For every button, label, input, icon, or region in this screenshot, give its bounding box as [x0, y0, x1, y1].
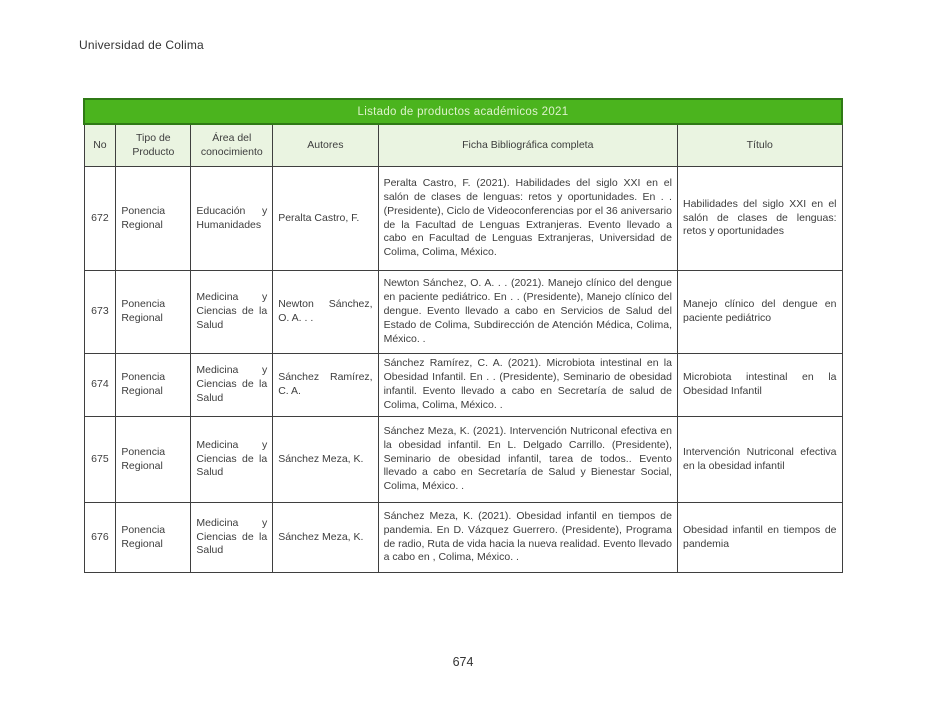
cell-area: Medicina y Ciencias de la Salud — [191, 271, 273, 354]
cell-no: 672 — [84, 167, 116, 271]
cell-autores: Sánchez Meza, K. — [273, 417, 378, 503]
cell-tipo: Ponencia Regional — [116, 271, 191, 354]
cell-ficha: Sánchez Meza, K. (2021). Obesidad infantil en tiempos de pandemia. En D. Vázquez Guerrero. (Presidente), Programa de radio, Ruta de vida hacia la nueva realidad. Evento llevado a cabo en , Colima, México. . — [378, 503, 677, 573]
cell-area: Medicina y Ciencias de la Salud — [191, 354, 273, 417]
table-row — [84, 417, 842, 503]
column-header-tipo: Tipo de Producto — [116, 124, 191, 167]
cell-ficha: Newton Sánchez, O. A. . . (2021). Manejo clínico del dengue en paciente pediátrico. En . . (Presidente), Manejo clínico del dengue. Evento llevado a cabo en Servicios de Salud del Estado de Colima, Subdirección de Atención Médica, Colima, México. . — [378, 271, 677, 354]
column-header-autores: Autores — [273, 124, 378, 167]
cell-ficha: Sánchez Ramírez, C. A. (2021). Microbiota intestinal en la Obesidad Infantil. En . . (Presidente), Seminario de obesidad infantil. Evento llevado a cabo en Secretaría de salud de Colima, Colima, México. . — [378, 354, 677, 417]
institution-name: Universidad de Colima — [79, 38, 204, 52]
table-body — [84, 167, 842, 573]
cell-titulo: Manejo clínico del dengue en paciente pediátrico — [677, 271, 842, 354]
table-row — [84, 354, 842, 417]
cell-area: Medicina y Ciencias de la Salud — [191, 503, 273, 573]
products-table — [83, 98, 843, 573]
cell-no: 674 — [84, 354, 116, 417]
cell-autores: Newton Sánchez, O. A. . . — [273, 271, 378, 354]
cell-tipo: Ponencia Regional — [116, 167, 191, 271]
cell-tipo: Ponencia Regional — [116, 354, 191, 417]
column-header-no: No — [84, 124, 116, 167]
table-row — [84, 167, 842, 271]
table-title-band — [84, 99, 842, 124]
page-number: 674 — [452, 655, 474, 669]
column-header-area: Área del conocimiento — [191, 124, 273, 167]
cell-no: 676 — [84, 503, 116, 573]
cell-autores: Sánchez Meza, K. — [273, 503, 378, 573]
table-header-row — [84, 124, 842, 167]
cell-titulo: Intervención Nutriconal efectiva en la obesidad infantil — [677, 417, 842, 503]
cell-titulo: Habilidades del siglo XXI en el salón de clases de lenguas: retos y oportunidades — [677, 167, 842, 271]
cell-area: Medicina y Ciencias de la Salud — [191, 417, 273, 503]
column-header-titulo: Título — [677, 124, 842, 167]
cell-autores: Sánchez Ramírez, C. A. — [273, 354, 378, 417]
cell-area: Educación y Humanidades — [191, 167, 273, 271]
cell-titulo: Microbiota intestinal en la Obesidad Infantil — [677, 354, 842, 417]
cell-tipo: Ponencia Regional — [116, 503, 191, 573]
cell-no: 675 — [84, 417, 116, 503]
cell-ficha: Peralta Castro, F. (2021). Habilidades del siglo XXI en el salón de clases de lenguas: retos y oportunidades. En . . (Presidente), Ciclo de Videoconferencias por el 36 aniversario de la Facultad de Lenguas Extranjeras. Evento llevado a cabo en Facultad de Lenguas Extranjeras, Universidad de Colima, Colima, México. — [378, 167, 677, 271]
cell-ficha: Sánchez Meza, K. (2021). Intervención Nutriconal efectiva en la obesidad infantil. En L. Delgado Carrillo. (Presidente), Seminario de obesidad infantil, tarea de todos.. Evento llevado a cabo en Secretaría de Salud y Bienestar Social, Colima, México. . — [378, 417, 677, 503]
table-title: Listado de productos académicos 2021 — [84, 99, 842, 124]
cell-tipo: Ponencia Regional — [116, 417, 191, 503]
cell-no: 673 — [84, 271, 116, 354]
column-header-ficha: Ficha Bibliográfica completa — [378, 124, 677, 167]
cell-titulo: Obesidad infantil en tiempos de pandemia — [677, 503, 842, 573]
cell-autores: Peralta Castro, F. — [273, 167, 378, 271]
table-row — [84, 271, 842, 354]
table-row — [84, 503, 842, 573]
products-table-container — [83, 98, 843, 573]
